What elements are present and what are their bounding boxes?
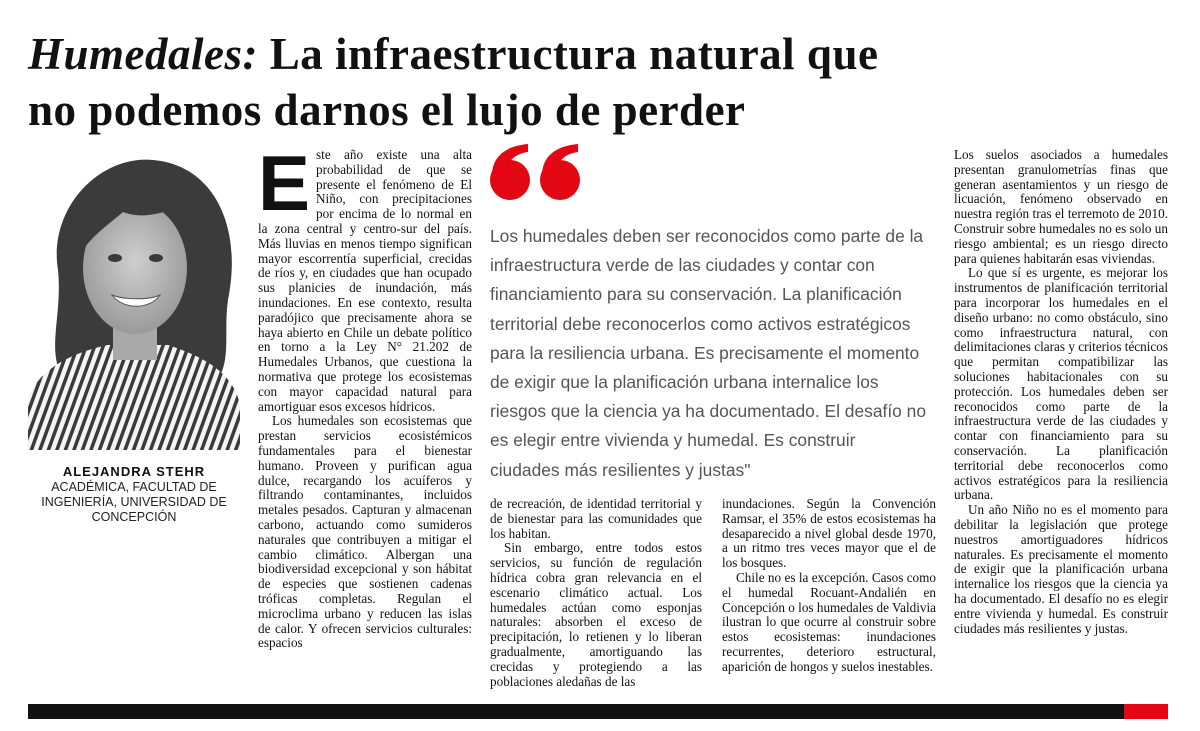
author-name: ALEJANDRA STEHR [62,464,206,479]
article-col4-paragraph-3: Un año Niño no es el momento para debilitar la legislación que protege nuestros amortiguadores hídricos naturales. Es precisamente el momento de exigir que la planificación urbana internalice los riesgos que la ciencia ya ha documentado. El desafío no es elegir entre vivienda y humedal. Es construir ciudades más resilientes y justas. [954,502,1168,636]
author-role-line3: CONCEPCIÓN [91,510,177,524]
article-col4-paragraph-1: Los suelos asociados a humedales presentan granulometrías finas que generan asentamientos y un riesgo de licuación, fenómeno observado en nuestra región tras el terremoto de 2010. Construir sobre humedales no es solo un riesgo ambiental; es un riesgo directo para quienes habitarán esas viviendas. [954,147,1168,266]
author-caption [28,463,240,525]
bottom-rule [28,704,1168,719]
drop-cap: E [258,139,311,227]
article-col2-paragraph-2: Sin embargo, entre todos estos servicios, su función de regulación hídrica cobra gran relevancia en el escenario climático actual. Los humedales actúan como esponjas naturales: absorben el exceso de precipitación, lo retienen y lo liberan gradualmente, amortiguando las crecidas y protegiendo a las poblaciones aledañas de las [490,540,702,689]
author-role-line2: INGENIERÍA, UNIVERSIDAD DE [41,495,227,509]
article-column-4 [954,148,1168,636]
article-column-1 [258,139,472,696]
headline-line1: La infraestructura natural que [269,29,879,79]
headline [28,26,1178,138]
author-portrait-image [28,150,240,450]
article-paragraph-1-text: ste año existe una alta probabilidad de que se presente el fenómeno de El Niño, con precipitaciones por encima de lo normal en la zona central y centro-sur del país. Más lluvias en menos tiempo significan mayor escorrentía superficial, crecidas de ríos y, en ciudades que han ocupado sus planicies de inundación, más inundaciones. En ese contexto, resulta paradójico que precisamente ahora se haya abierto en Chile un debate político en torno a la Ley N° 21.202 de Humedales Urbanos, que cuestiona la normativa que protege los ecosistemas con mayor capacidad natural para amortiguar esos excesos hídricos. [258,147,472,414]
article-col4-paragraph-2: Lo que sí es urgente, es mejorar los instrumentos de planificación territorial para incorporar los humedales en el diseño urbano: no como obstáculo, sino como infraestructura natural, con delimitaciones claras y criterios técnicos que permitan compatibilizar las soluciones habitacionales con su protección. Los humedales deben ser reconocidos como parte de la infraestructura verde de las ciudades y contar con financiamiento para su conservación. La planificación territorial debe reconocerlos como activos estratégicos para la resiliencia urbana. [954,265,1168,503]
article-col3-paragraph-2: Chile no es la excepción. Casos como el humedal Rocuant-Andalién en Concepción o los humedales de Valdivia ilustran lo que ocurre al construir sobre estos ecosistemas: inundaciones recurrentes, deterioro estructural, aparición de hongos y suelos inestables. [722,569,937,674]
quote-mark-icon [488,140,588,204]
article-col3-paragraph-1: inundaciones. Según la Convención Ramsar, el 35% de estos ecosistemas ha desaparecido a nivel global desde 1970, a un ritmo tres veces mayor que el de los bosques. [722,496,936,571]
author-photo [28,150,240,450]
article-col2-paragraph-1: de recreación, de identidad territorial y de bienestar para las comunidades que los habitan. [490,496,702,541]
article-paragraph-2: Los humedales son ecosistemas que prestan servicios ecosistémicos fundamentales para el bienestar humano. Proveen y purifican agua dulce, recargando los acuíferos y filtrando contaminantes, incluidos metales pesados. Capturan y almacenan carbono, actuando como sumideros naturales que contribuyen a mitigar el cambio climático. Albergan una biodiversidad excepcional y son hábitat de especies que sostienen cadenas tróficas completas. Regulan el microclima urbano y reducen las islas de calor. Y ofrecen servicios culturales: espacios [258,413,472,651]
article-paragraph-1 [258,139,472,414]
article-column-2 [490,497,702,689]
article-column-3 [722,497,936,675]
headline-line2: no podemos darnos el lujo de perder [28,85,746,135]
pull-quote: Los humedales deben ser reconocidos como parte de la infraestructura verde de las ciudades y contar con financiamiento para su conservación. La planificación territorial debe reconocerlos como activos estratégicos para la resiliencia urbana. Es precisamente el momento de exigir que la planificación urbana internalice los riesgos que la ciencia ya ha documentado. El desafío no es elegir entre vivienda y humedal. Es construir ciudades más resilientes y justas" [490,226,927,480]
bottom-rule-accent [1124,704,1168,719]
author-role-line1: ACADÉMICA, FACULTAD DE [51,480,217,494]
headline-kicker: Humedales: [28,29,258,79]
